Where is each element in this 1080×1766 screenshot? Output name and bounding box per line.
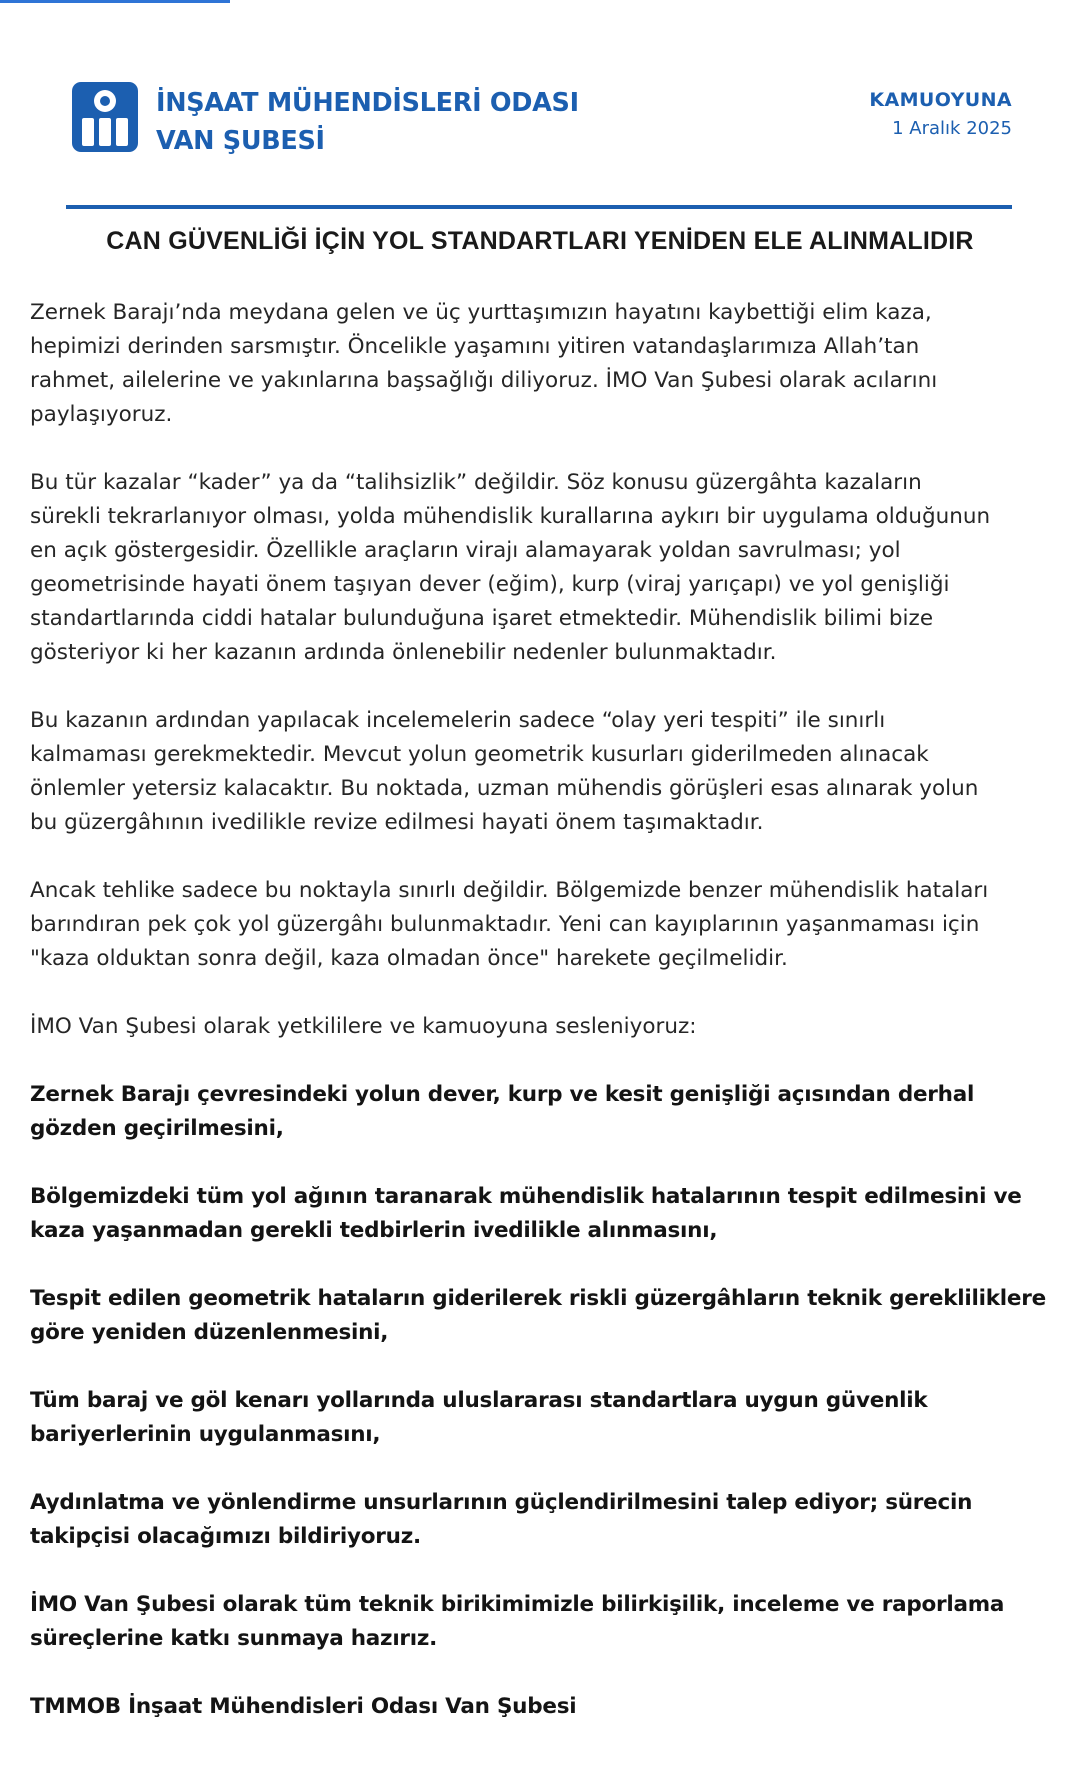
release-info (869, 88, 1012, 143)
letterhead (0, 0, 1080, 200)
organization-name-line-1: İNŞAAT MÜHENDİSLERİ ODASI (156, 88, 579, 118)
signature-text: TMMOB İnşaat Mühendisleri Odası Van Şubesi (30, 1694, 577, 1719)
text-line: Bu tür kazalar “kader” ya da “talihsizlik” değildir. Söz konusu güzergâhta kazaların (30, 470, 922, 495)
text-line: takipçisi olacağımızı bildiriyoruz. (30, 1524, 421, 1549)
text-line: İMO Van Şubesi olarak yetkililere ve kamuoyuna sesleniyoruz: (30, 1014, 697, 1039)
demand-item (30, 1384, 1060, 1452)
paragraph-not-fate (30, 466, 1060, 670)
text-line: standartlarında ciddi hatalar bulunduğuna işaret etmektedir. Mühendislik bilimi bize (30, 606, 934, 631)
text-line: gösteriyor ki her kazanın ardında önlenebilir nedenler bulunmaktadır. (30, 640, 777, 665)
text-line: paylaşıyoruz. (30, 402, 173, 427)
text-line: Bölgemizdeki tüm yol ağının taranarak mühendislik hatalarının tespit edilmesini ve (30, 1184, 1022, 1209)
text-line: geometrisinde hayati önem taşıyan dever (eğim), kurp (viraj yarıçapı) ve yol genişliği (30, 572, 950, 597)
text-line: Zernek Barajı çevresindeki yolun dever, kurp ve kesit genişliği açısından derhal (30, 1082, 975, 1107)
text-line: göre yeniden düzenlenmesini, (30, 1320, 389, 1345)
text-line: rahmet, ailelerine ve yakınlarına başsağlığı diliyoruz. İMO Van Şubesi olarak acılarını (30, 368, 938, 393)
text-line: önlemler yetersiz kalacaktır. Bu noktada, uzman mühendis görüşleri esas alınarak yolun (30, 776, 979, 801)
demand-item (30, 1486, 1060, 1554)
text-line: Tüm baraj ve göl kenarı yollarında uluslararası standartlara uygun güvenlik (30, 1388, 928, 1413)
organization-name (156, 84, 579, 160)
document-title: CAN GÜVENLİĞİ İÇİN YOL STANDARTLARI YENİDEN ELE ALINMALIDIR (106, 227, 974, 255)
paragraph-regional-danger (30, 874, 1060, 976)
paragraph-appeal-intro (30, 1010, 1060, 1044)
demand-item (30, 1078, 1060, 1146)
organization-name-line-2: VAN ŞUBESİ (156, 126, 325, 156)
text-line: Bu kazanın ardından yapılacak incelemelerin sadece “olay yeri tespiti” ile sınırlı (30, 708, 886, 733)
signature (30, 1690, 1060, 1724)
text-line: bu güzergâhının ivedilikle revize edilmesi hayati önem taşımaktadır. (30, 810, 764, 835)
paragraph-investigation (30, 704, 1060, 840)
imo-logo-icon (72, 82, 138, 152)
paragraph-condolence (30, 296, 1060, 432)
text-line: Aydınlatma ve yönlendirme unsurlarının güçlendirilmesini talep ediyor; sürecin (30, 1490, 973, 1515)
release-type: KAMUOYUNA (869, 89, 1012, 111)
header-divider (66, 205, 1012, 209)
text-line: İMO Van Şubesi olarak tüm teknik birikimimizle bilirkişilik, inceleme ve raporlama (30, 1592, 1005, 1617)
text-line: süreçlerine katkı sunmaya hazırız. (30, 1626, 438, 1651)
text-line: hepimizi derinden sarsmıştır. Öncelikle yaşamını yitiren vatandaşlarımıza Allah’tan (30, 334, 920, 359)
text-line: bariyerlerinin uygulanmasını, (30, 1422, 381, 1447)
text-line: Tespit edilen geometrik hataların giderilerek riskli güzergâhların teknik gerekliliklere (30, 1286, 1046, 1311)
text-line: "kaza olduktan sonra değil, kaza olmadan önce" harekete geçilmelidir. (30, 946, 788, 971)
document-body (30, 296, 1060, 1758)
demand-item (30, 1180, 1060, 1248)
text-line: barındıran pek çok yol güzergâhı bulunmaktadır. Yeni can kayıplarının yaşanmaması için (30, 912, 980, 937)
text-line: Ancak tehlike sadece bu noktayla sınırlı değildir. Bölgemizde benzer mühendislik hataları (30, 878, 989, 903)
release-date: 1 Aralık 2025 (892, 118, 1012, 139)
text-line: kaza yaşanmadan gerekli tedbirlerin ivedilikle alınmasını, (30, 1218, 718, 1243)
text-line: Zernek Barajı’nda meydana gelen ve üç yurttaşımızın hayatını kaybettiği elim kaza, (30, 300, 932, 325)
text-line: gözden geçirilmesini, (30, 1116, 284, 1141)
demand-item (30, 1588, 1060, 1656)
demand-item (30, 1282, 1060, 1350)
text-line: en açık göstergesidir. Özellikle araçların virajı alamayarak yoldan savrulması; yol (30, 538, 901, 563)
text-line: kalmaması gerekmektedir. Mevcut yolun geometrik kusurları giderilmeden alınacak (30, 742, 929, 767)
text-line: sürekli tekrarlanıyor olması, yolda mühendislik kurallarına aykırı bir uygulama olduğunun (30, 504, 991, 529)
